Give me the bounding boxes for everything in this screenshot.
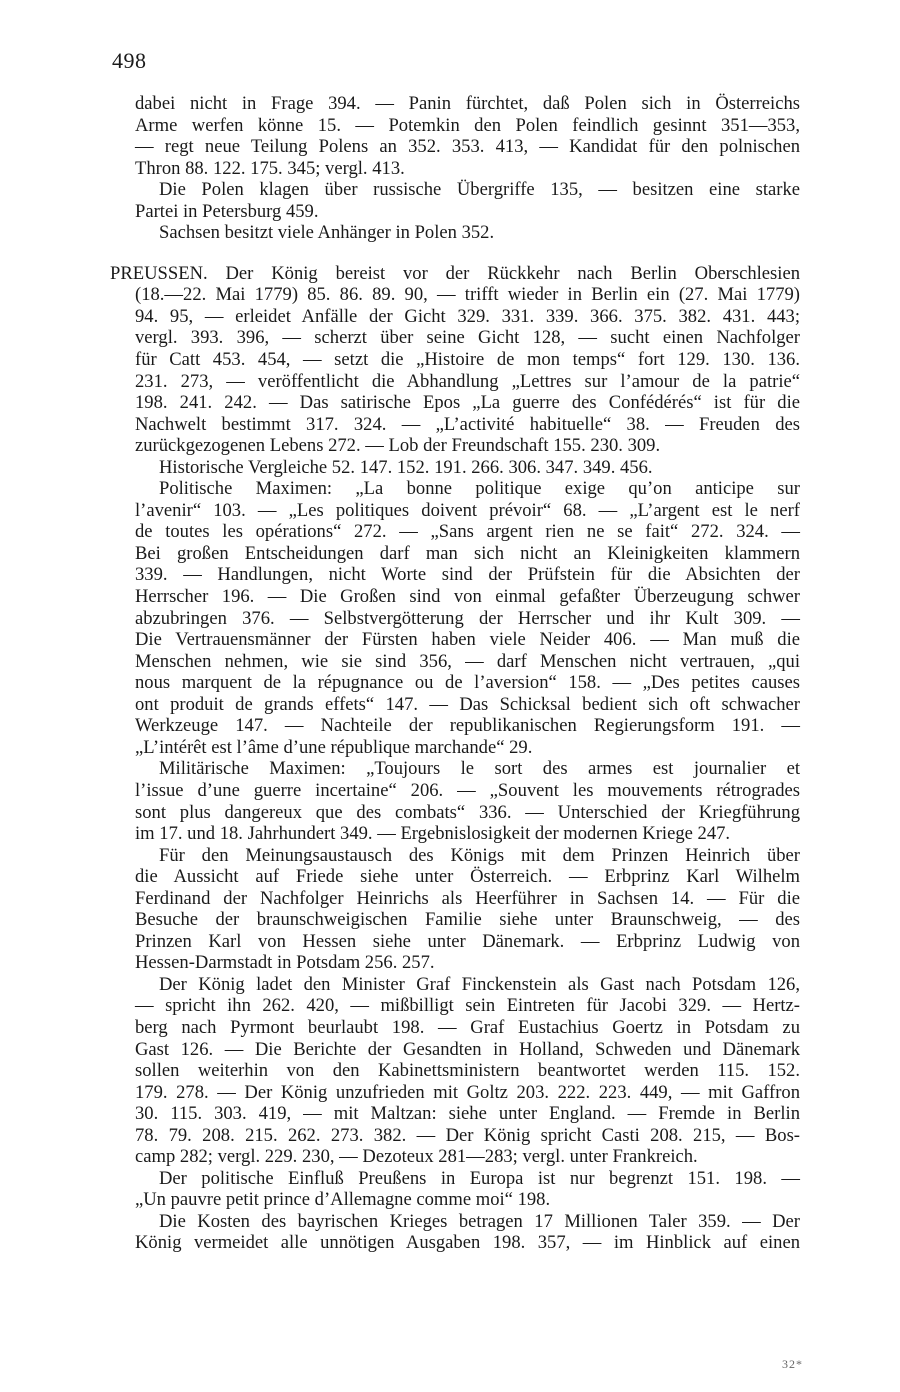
text-line: König vermeidet alle unnötigen Ausgaben 198. 357, — im Hinblick auf einen bbox=[135, 1232, 800, 1254]
text-line: de toutes les opérations“ 272. — „Sans argent rien ne se fait“ 272. 324. — bbox=[135, 521, 800, 543]
text-line: dabei nicht in Frage 394. — Panin fürchtet, daß Polen sich in Österreichs bbox=[135, 93, 800, 114]
text-line: Für den Meinungsaustausch des Königs mit dem Prinzen Heinrich über bbox=[159, 844, 800, 866]
text-line: camp 282; vergl. 229. 230, — Dezoteux 281—283; vergl. unter Frankreich. bbox=[135, 1146, 698, 1168]
text-line: Nachwelt bestimmt 317. 324. — „L’activité habituelle“ 38. — Freuden des bbox=[135, 413, 800, 435]
signature-mark: 32* bbox=[782, 1357, 803, 1371]
text-line: 339. — Handlungen, nicht Worte sind der Prüfstein für die Absichten der bbox=[135, 564, 800, 586]
text-line: 94. 95, — erleidet Anfälle der Gicht 329. 331. 339. 366. 375. 382. 431. 443; bbox=[135, 305, 800, 327]
text-line: 198. 241. 242. — Das satirische Epos „La guerre des Confédérés“ ist für die bbox=[135, 392, 800, 414]
text-line: 30. 115. 303. 419, — mit Maltzan: siehe unter England. — Fremde in Berlin bbox=[135, 1103, 800, 1125]
text-line: Die Kosten des bayrischen Krieges betragen 17 Millionen Taler 359. — Der bbox=[159, 1210, 800, 1232]
text-line: PREUSSEN. Der König bereist vor der Rückkehr nach Berlin Oberschlesien bbox=[110, 262, 800, 284]
text-line: für Catt 453. 454, — setzt die „Histoire de mon temps“ fort 129. 130. 136. bbox=[135, 349, 800, 371]
text-line: l’issue d’une guerre incertaine“ 206. — „Souvent les mouvements rétrogrades bbox=[135, 779, 800, 801]
text-line: Thron 88. 122. 175. 345; vergl. 413. bbox=[135, 157, 405, 179]
text-line: vergl. 393. 396, — scherzt über seine Gicht 128, — sucht einen Nachfolger bbox=[135, 327, 800, 349]
section-gap bbox=[135, 244, 800, 263]
text-line: Partei in Petersburg 459. bbox=[135, 200, 319, 222]
text-line: Der König ladet den Minister Graf Finckenstein als Gast nach Potsdam 126, bbox=[159, 973, 800, 995]
text-line: Historische Vergleiche 52. 147. 152. 191. 266. 306. 347. 349. 456. bbox=[159, 456, 653, 478]
text-line: 179. 278. — Der König unzufrieden mit Goltz 203. 222. 223. 449, — mit Gaffron bbox=[135, 1081, 800, 1103]
text-line: Militärische Maximen: „Toujours le sort des armes est journalier et bbox=[159, 758, 800, 780]
index-text-block bbox=[110, 93, 800, 1254]
text-line: Hessen-Darmstadt in Potsdam 256. 257. bbox=[135, 952, 435, 974]
text-line: — regt neue Teilung Polens an 352. 353. 413, — Kandidat für den polnischen bbox=[135, 136, 800, 158]
text-line: Gast 126. — Die Berichte der Gesandten in Holland, Schweden und Dänemark bbox=[135, 1038, 800, 1060]
text-line: nous marquent de la répugnance ou de l’aversion“ 158. — „Des petites causes bbox=[135, 672, 800, 694]
text-line: im 17. und 18. Jahrhundert 349. — Ergebnislosigkeit der modernen Kriege 247. bbox=[135, 823, 731, 845]
text-line: sollen weiterhin von den Kabinettsministern beantwortet werden 115. 152. bbox=[135, 1060, 800, 1082]
text-line: ont produit de grands effets“ 147. — Das Schicksal bedient sich oft schwacher bbox=[135, 693, 800, 715]
text-line: Prinzen Karl von Hessen siehe unter Dänemark. — Erbprinz Ludwig von bbox=[135, 930, 800, 952]
text-line: Arme werfen könne 15. — Potemkin den Polen feindlich gesinnt 351—353, bbox=[135, 114, 800, 136]
text-line: Besuche der braunschweigischen Familie siehe unter Braunschweig, — des bbox=[135, 909, 800, 931]
text-line: Politische Maximen: „La bonne politique exige qu’on anticipe sur bbox=[159, 478, 800, 500]
text-line: abzubringen 376. — Selbstvergötterung der Herrscher und ihr Kult 309. — bbox=[135, 607, 800, 629]
text-line: Der politische Einfluß Preußens in Europa ist nur begrenzt 151. 198. — bbox=[159, 1167, 800, 1189]
text-line: sont plus dangereux que des combats“ 336. — Unterschied der Kriegführung bbox=[135, 801, 800, 823]
text-line: berg nach Pyrmont beurlaubt 198. — Graf Eustachius Goertz in Potsdam zu bbox=[135, 1016, 800, 1038]
text-line: 78. 79. 208. 215. 262. 273. 382. — Der König spricht Casti 208. 215, — Bos- bbox=[135, 1124, 800, 1146]
text-line: Herrscher 196. — Die Großen sind von einmal gefaßter Überzeugung schwer bbox=[135, 586, 800, 608]
text-line: Sachsen besitzt viele Anhänger in Polen 352. bbox=[159, 222, 495, 244]
text-line: 231. 273, — veröffentlicht die Abhandlung „Lettres sur l’amour de la patrie“ bbox=[135, 370, 800, 392]
text-line: Die Vertrauensmänner der Fürsten haben viele Neider 406. — Man muß die bbox=[135, 629, 800, 651]
text-line: Die Polen klagen über russische Übergriffe 135, — besitzen eine starke bbox=[159, 179, 800, 201]
text-line: „L’intérêt est l’âme d’une république marchande“ 29. bbox=[135, 736, 533, 758]
text-line: die Aussicht auf Friede siehe unter Österreich. — Erbprinz Karl Wilhelm bbox=[135, 866, 800, 888]
text-line: zurückgezogenen Lebens 272. — Lob der Freundschaft 155. 230. 309. bbox=[135, 435, 661, 457]
text-line: Ferdinand der Nachfolger Heinrichs als Heerführer in Sachsen 14. — Für die bbox=[135, 887, 800, 909]
text-line: Bei großen Entscheidungen darf man sich nicht an Kleinigkeiten klammern bbox=[135, 542, 800, 564]
page-number: 498 bbox=[112, 48, 147, 73]
text-line: l’avenir“ 103. — „Les politiques doivent prévoir“ 68. — „L’argent est le nerf bbox=[135, 499, 800, 521]
text-line: (18.—22. Mai 1779) 85. 86. 89. 90, — trifft wieder in Berlin ein (27. Mai 1779) bbox=[135, 284, 800, 306]
text-line: — spricht ihn 262. 420, — mißbilligt sein Eintreten für Jacobi 329. — Hertz- bbox=[135, 995, 800, 1017]
text-line: „Un pauvre petit prince d’Allemagne comme moi“ 198. bbox=[135, 1189, 551, 1211]
text-line: Werkzeuge 147. — Nachteile der republikanischen Regierungsform 191. — bbox=[135, 715, 800, 737]
text-line: Menschen nehmen, wie sie sind 356, — darf Menschen nicht vertrauen, „qui bbox=[135, 650, 800, 672]
